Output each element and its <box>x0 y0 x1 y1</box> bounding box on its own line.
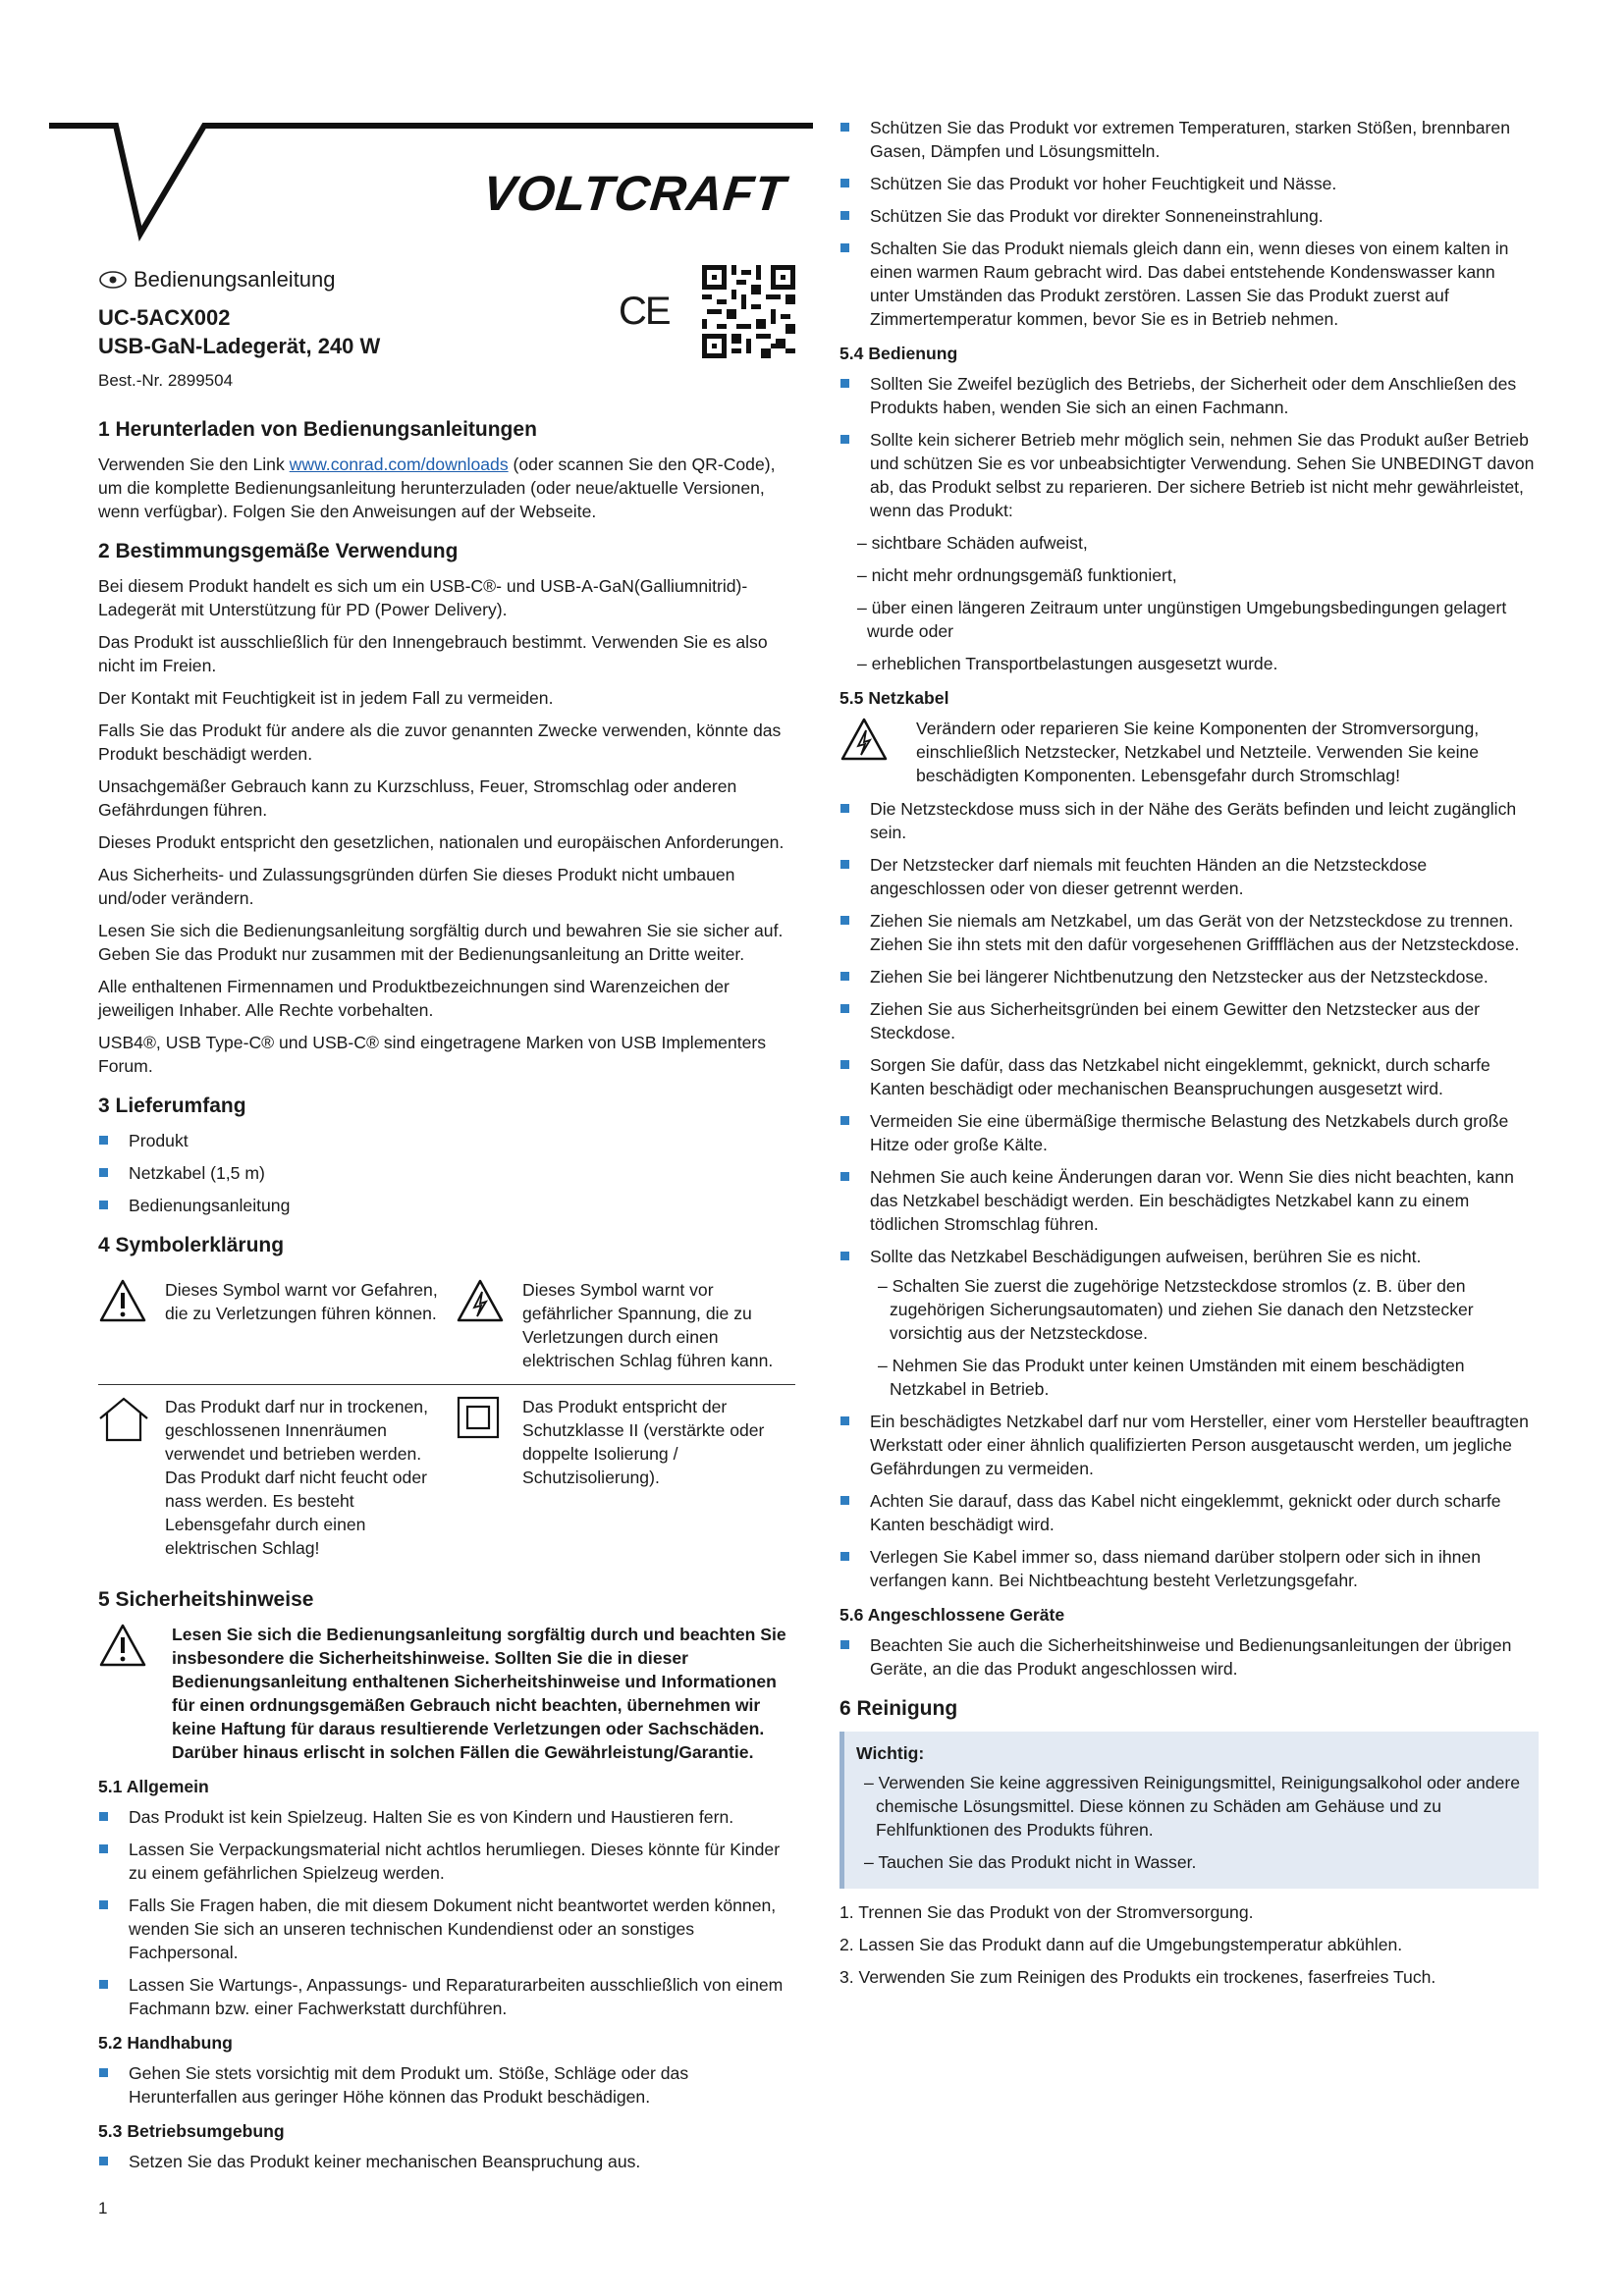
symbol-table <box>98 1268 795 1572</box>
s2-para: Lesen Sie sich die Bedienungsanleitung sorgfältig durch und bewahren Sie sie sicher auf. Geben Sie das Produkt nur zusammen mit der Bedienungsanleitung an Dritte weiter. <box>98 921 784 964</box>
connected-devices-list <box>839 1633 1539 1681</box>
section-4-title: 4 Symbolerklärung <box>98 1234 285 1256</box>
doc-type-line <box>98 267 336 293</box>
list-item: – sichtbare Schäden aufweist, <box>857 533 1088 553</box>
list-item <box>839 1245 1539 1401</box>
left-column <box>98 417 795 2182</box>
delivery-list <box>98 1129 795 1217</box>
list-item: Schützen Sie das Produkt vor extremen Temperaturen, starken Stößen, brennbaren Gasen, Dämpfen und Lösungsmitteln. <box>839 116 1539 163</box>
operation-conditions <box>839 531 1539 675</box>
note-title: Wichtig: <box>856 1743 925 1763</box>
s2-para: Unsachgemäßer Gebrauch kann zu Kurzschluss, Feuer, Stromschlag oder anderen Gefährdungen führen. <box>98 776 737 820</box>
section-5-5-title: 5.5 Netzkabel <box>839 688 949 708</box>
list-item: – erheblichen Transportbelastungen ausgesetzt wurde. <box>857 654 1278 673</box>
s1-text-b: (oder scannen Sie den QR-Code), um die komplette Bedienungsanleitung herunterzuladen (oder neue/aktuelle Versionen, wenn verfügbar). Folgen Sie den Anweisungen auf der Webseite. <box>98 454 776 521</box>
list-item: Schützen Sie das Produkt vor hoher Feuchtigkeit und Nässe. <box>839 172 1539 195</box>
list-item: Bedienungsanleitung <box>98 1194 795 1217</box>
protection-class-ii-icon <box>456 1395 501 1440</box>
eye-icon <box>98 270 128 290</box>
damaged-cable-steps <box>870 1274 1539 1401</box>
s2-para: Bei diesem Produkt handelt es sich um ein USB-C®- und USB-A-GaN(Galliumnitrid)-Ladegerät mit Unterstützung für PD (Power Delivery). <box>98 576 748 619</box>
cleaning-steps <box>839 1900 1539 1989</box>
general-list <box>98 1805 795 2020</box>
power-warning-text: Verändern oder reparieren Sie keine Komponenten der Stromversorgung, einschließlich Netzstecker, Netzkabel und Netzteile. Verwenden Sie keine beschädigten Komponenten. Lebensgefahr durch Stromschlag! <box>916 719 1480 785</box>
brand-logo: VOLTCRAFT <box>480 166 788 221</box>
list-item: Ziehen Sie niemals am Netzkabel, um das Gerät von der Netzsteckdose zu trennen. Ziehen Sie ihn stets mit den dafür vorgesehenen Griffflächen aus der Netzsteckdose. <box>839 909 1539 956</box>
list-item: Ziehen Sie bei längerer Nichtbenutzung den Netzstecker aus der Netzsteckdose. <box>839 965 1539 988</box>
symbol-indoor-text: Das Produkt darf nur in trockenen, geschlossenen Innenräumen verwendet und betrieben werden. Das Produkt darf nicht feucht oder nass werden. Es besteht Lebensgefahr durch einen elektrischen Schlag! <box>165 1397 428 1558</box>
list-item: Produkt <box>98 1129 795 1152</box>
indoor-house-icon <box>98 1395 149 1442</box>
list-item: – Nehmen Sie das Produkt unter keinen Umständen mit einem beschädigten Netzkabel in Betrieb. <box>878 1356 1465 1399</box>
list-item: – Tauchen Sie das Produkt nicht in Wasser. <box>864 1852 1197 1872</box>
symbol-warning-text: Dieses Symbol warnt vor Gefahren, die zu Verletzungen führen können. <box>165 1268 456 1385</box>
section-6-title: 6 Reinigung <box>839 1697 958 1720</box>
step-item: 3. Verwenden Sie zum Reinigen des Produkts ein trockenes, faserfreies Tuch. <box>839 1967 1436 1987</box>
list-item: Schalten Sie das Produkt niemals gleich dann ein, wenn dieses von einem kalten in einen warmen Raum gebracht wird. Das dabei entstehende Kondenswasser kann unter Umständen das Produkt zerstören. Lassen Sie das Produkt zuerst auf Zimmertemperatur kommen, bevor Sie es in Betrieb nehmen. <box>839 237 1539 331</box>
note-list <box>856 1771 1525 1874</box>
list-item: Sorgen Sie dafür, dass das Netzkabel nicht eingeklemmt, geknickt, durch scharfe Kanten beschädigt oder mechanischen Beanspruchungen ausgesetzt wird. <box>839 1053 1539 1100</box>
list-item: Die Netzsteckdose muss sich in der Nähe des Geräts befinden und leicht zugänglich sein. <box>839 797 1539 844</box>
handling-list <box>98 2061 795 2109</box>
safety-warning <box>98 1623 795 1764</box>
list-item: Netzkabel (1,5 m) <box>98 1161 795 1185</box>
list-item: Verlegen Sie Kabel immer so, dass niemand darüber stolpern oder sich in ihnen verfangen kann. Bei Nichtbeachtung besteht Verletzungsgefahr. <box>839 1545 1539 1592</box>
list-item-text: Sollte das Netzkabel Beschädigungen aufweisen, berühren Sie es nicht. <box>870 1247 1422 1266</box>
s2-para: Das Produkt ist ausschließlich für den Innengebrauch bestimmt. Verwenden Sie es also nicht im Freien. <box>98 632 768 675</box>
doc-type: Bedienungsanleitung <box>134 267 336 292</box>
list-item: Gehen Sie stets vorsichtig mit dem Produkt um. Stöße, Schläge oder das Herunterfallen aus geringer Höhe können das Produkt beschädigen. <box>98 2061 795 2109</box>
s2-para: Alle enthaltenen Firmennamen und Produktbezeichnungen sind Warenzeichen der jeweiligen Inhaber. Alle Rechte vorbehalten. <box>98 977 730 1020</box>
section-5-3-title: 5.3 Betriebsumgebung <box>98 2121 285 2141</box>
s1-text-a: Verwenden Sie den Link <box>98 454 290 474</box>
list-item: Das Produkt ist kein Spielzeug. Halten Sie es von Kindern und Haustieren fern. <box>98 1805 795 1829</box>
model-number: UC-5ACX002 <box>98 305 231 330</box>
list-item: – über einen längeren Zeitraum unter ungünstigen Umgebungsbedingungen gelagert wurde oder <box>857 598 1507 641</box>
list-item: – Schalten Sie zuerst die zugehörige Netzsteckdose stromlos (z. B. über den zugehörigen Sicherungsautomaten) und ziehen Sie danach den Netzstecker vorsichtig aus der Netzsteckdose. <box>878 1276 1474 1343</box>
warning-icon <box>98 1278 147 1323</box>
s2-para: USB4®, USB Type-C® und USB-C® sind eingetragene Marken von USB Implementers Forum. <box>98 1033 767 1076</box>
section-2-title: 2 Bestimmungsgemäße Verwendung <box>98 540 459 562</box>
high-voltage-icon <box>456 1278 505 1323</box>
step-item: 2. Lassen Sie das Produkt dann auf die Umgebungstemperatur abkühlen. <box>839 1935 1403 1954</box>
list-item: Sollte kein sicherer Betrieb mehr möglich sein, nehmen Sie das Produkt außer Betrieb und schützen Sie es vor unbeabsichtigter Verwendung. Sehen Sie UNBEDINGT davon ab, das Produkt selbst zu reparieren. Der sichere Betrieb ist nicht mehr gewährleistet, wenn das Produkt: <box>839 428 1539 522</box>
list-item: Lassen Sie Wartungs-, Anpassungs- und Reparaturarbeiten ausschließlich von einem Fachmann bzw. einer Fachwerkstatt durchführen. <box>98 1973 795 2020</box>
warning-icon <box>98 1623 147 1668</box>
list-item: Setzen Sie das Produkt keiner mechanischen Beanspruchung aus. <box>98 2150 795 2173</box>
important-note <box>839 1732 1539 1889</box>
section-5-4-title: 5.4 Bedienung <box>839 344 958 363</box>
list-item: Vermeiden Sie eine übermäßige thermische Belastung des Netzkabels durch große Hitze oder große Kälte. <box>839 1109 1539 1156</box>
section-5-1-title: 5.1 Allgemein <box>98 1777 209 1796</box>
list-item: Schützen Sie das Produkt vor direkter Sonneneinstrahlung. <box>839 204 1539 228</box>
qr-code-icon <box>702 265 795 358</box>
list-item: Sollten Sie Zweifel bezüglich des Betriebs, der Sicherheit oder dem Anschließen des Produkts haben, wenden Sie sich an einen Fachmann. <box>839 372 1539 419</box>
ce-mark: CE <box>619 290 670 333</box>
section-5-6-title: 5.6 Angeschlossene Geräte <box>839 1605 1065 1625</box>
symbol-voltage-text: Dieses Symbol warnt vor gefährlicher Spannung, die zu Verletzungen durch einen elektrischen Schlag führen kann. <box>522 1268 795 1385</box>
section-3-title: 3 Lieferumfang <box>98 1095 246 1117</box>
product-name: USB-GaN-Ladegerät, 240 W <box>98 334 381 358</box>
download-link[interactable]: www.conrad.com/downloads <box>289 454 509 474</box>
list-item: Ein beschädigtes Netzkabel darf nur vom Hersteller, einer vom Hersteller beauftragten Werkstatt oder einer ähnlich qualifizierten Person ausgetauscht werden, um jegliche Gefährdungen zu vermeiden. <box>839 1410 1539 1480</box>
list-item: Der Netzstecker darf niemals mit feuchten Händen an die Netzsteckdose angeschlossen oder von dieser getrennt werden. <box>839 853 1539 900</box>
list-item: Nehmen Sie auch keine Änderungen daran vor. Wenn Sie dies nicht beachten, kann das Netzkabel beschädigt werden. Ein beschädigtes Netzkabel kann zu einem tödlichen Stromschlag führen. <box>839 1165 1539 1236</box>
s2-para: Der Kontakt mit Feuchtigkeit ist in jedem Fall zu vermeiden. <box>98 688 554 708</box>
s2-para: Dieses Produkt entspricht den gesetzlichen, nationalen und europäischen Anforderungen. <box>98 832 785 852</box>
right-column <box>839 116 1539 1998</box>
list-item: Ziehen Sie aus Sicherheitsgründen bei einem Gewitter den Netzstecker aus der Steckdose. <box>839 997 1539 1044</box>
list-item: Achten Sie darauf, dass das Kabel nicht eingeklemmt, geknickt oder durch scharfe Kanten beschädigt wird. <box>839 1489 1539 1536</box>
list-item: Beachten Sie auch die Sicherheitshinweise und Bedienungsanleitungen der übrigen Geräte, an die das Produkt angeschlossen wird. <box>839 1633 1539 1681</box>
high-voltage-icon <box>839 717 889 762</box>
page-number: 1 <box>98 2199 108 2217</box>
list-item: Lassen Sie Verpackungsmaterial nicht achtlos herumliegen. Dieses könnte für Kinder zu einem gefährlichen Spielzeug werden. <box>98 1838 795 1885</box>
section-1-title: 1 Herunterladen von Bedienungsanleitungen <box>98 418 537 441</box>
power-warning <box>839 717 1539 787</box>
list-item: – nicht mehr ordnungsgemäß funktioniert, <box>857 565 1177 585</box>
environment-list-start <box>98 2150 795 2173</box>
operation-list <box>839 372 1539 522</box>
list-item: – Verwenden Sie keine aggressiven Reinigungsmittel, Reinigungsalkohol oder andere chemische Lösungsmittel. Diese können zu Schäden am Gehäuse und zu Fehlfunktionen des Produkts führen. <box>864 1773 1521 1840</box>
section-1-text <box>98 453 795 523</box>
section-5-title: 5 Sicherheitshinweise <box>98 1588 314 1611</box>
order-number: Best.-Nr. 2899504 <box>98 371 234 390</box>
s2-para: Falls Sie das Produkt für andere als die zuvor genannten Zwecke verwenden, könnte das Produkt beschädigt werden. <box>98 721 782 764</box>
power-cable-list <box>839 797 1539 1592</box>
environment-list <box>839 116 1539 331</box>
section-5-2-title: 5.2 Handhabung <box>98 2033 233 2053</box>
step-item: 1. Trennen Sie das Produkt von der Stromversorgung. <box>839 1902 1254 1922</box>
list-item: Falls Sie Fragen haben, die mit diesem Dokument nicht beantwortet werden können, wenden Sie sich an unseren technischen Kundendienst oder an sonstiges Fachpersonal. <box>98 1894 795 1964</box>
symbol-class-text: Das Produkt entspricht der Schutzklasse II (verstärkte oder doppelte Isolierung / Schutzisolierung). <box>522 1397 765 1487</box>
safety-warning-text: Lesen Sie sich die Bedienungsanleitung sorgfältig durch und beachten Sie insbesondere die Sicherheitshinweise. Sollten Sie die in dieser Bedienungsanleitung enthaltenen Sicherheitshinweise und Informationen für einen ordnungsgemäßen Gebrauch nicht beachten, übernehmen wir keine Haftung für daraus resultierende Verletzungen oder Sachschäden. Darüber hinaus erlischt in solchen Fällen die Gewährleistung/Garantie. <box>172 1625 786 1762</box>
s2-para: Aus Sicherheits- und Zulassungsgründen dürfen Sie dieses Produkt nicht umbauen und/oder verändern. <box>98 865 735 908</box>
